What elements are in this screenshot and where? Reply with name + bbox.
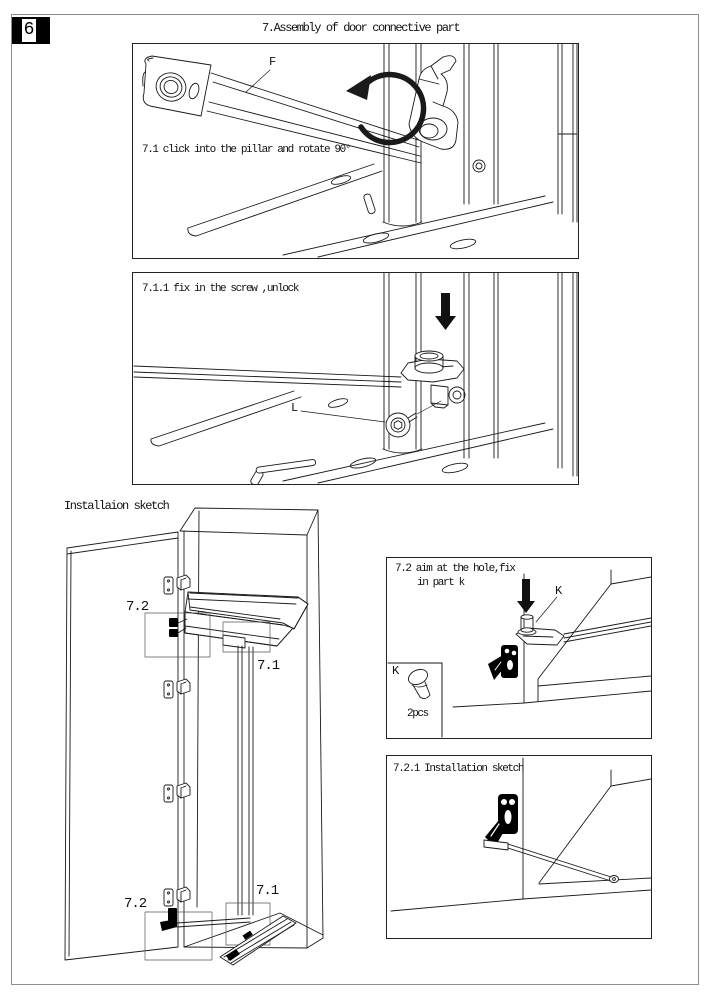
page-title: 7.Assembly of door connective part: [262, 21, 460, 35]
label-lower-door: 7.2: [124, 896, 147, 912]
part-k-pin-drawing: [406, 666, 430, 698]
page-number-tag: [12, 17, 50, 44]
step-7-1-1-caption: 7.1.1 fix in the screw ,unlock: [142, 283, 299, 295]
bracket-installation-diagram: [387, 756, 651, 938]
down-arrow-icon: [517, 579, 535, 613]
fix-screw-diagram: [133, 273, 578, 484]
rotate-arrow-icon: [346, 75, 424, 143]
panel-step-7-1: [132, 43, 579, 259]
step-7-2-caption-line1: 7.2 aim at the hole,fix: [395, 563, 515, 575]
panel-step-7-2-1: [386, 755, 652, 939]
step-7-1-caption: 7.1 click into the pillar and rotate 90°: [142, 144, 351, 156]
label-upper-slide: 7.1: [257, 658, 280, 674]
step-7-2-1-caption: 7.2.1 Installation sketch: [393, 763, 524, 775]
installed-bracket: [485, 794, 518, 847]
page-number: 6: [23, 20, 35, 40]
inset-part-k-label: K: [392, 664, 400, 678]
installation-sketch-heading: Installaion sketch: [64, 499, 169, 513]
step-7-2-caption-line2: in part k: [417, 577, 464, 589]
panel-step-7-1-1: [132, 272, 579, 485]
label-upper-door: 7.2: [126, 599, 149, 615]
part-f-label: F: [269, 55, 277, 69]
cabinet-sketch: [40, 495, 380, 990]
cabinet-diagram: [40, 495, 380, 990]
inset-quantity: 2pcs: [407, 708, 428, 720]
page-number-box: [22, 19, 36, 42]
down-arrow-icon: [435, 293, 456, 330]
part-l-label: L: [291, 401, 299, 415]
part-k-label: K: [555, 584, 563, 598]
door-bracket: [488, 645, 518, 680]
panel-step-7-2: [386, 557, 652, 739]
label-lower-slide: 7.1: [256, 883, 279, 899]
